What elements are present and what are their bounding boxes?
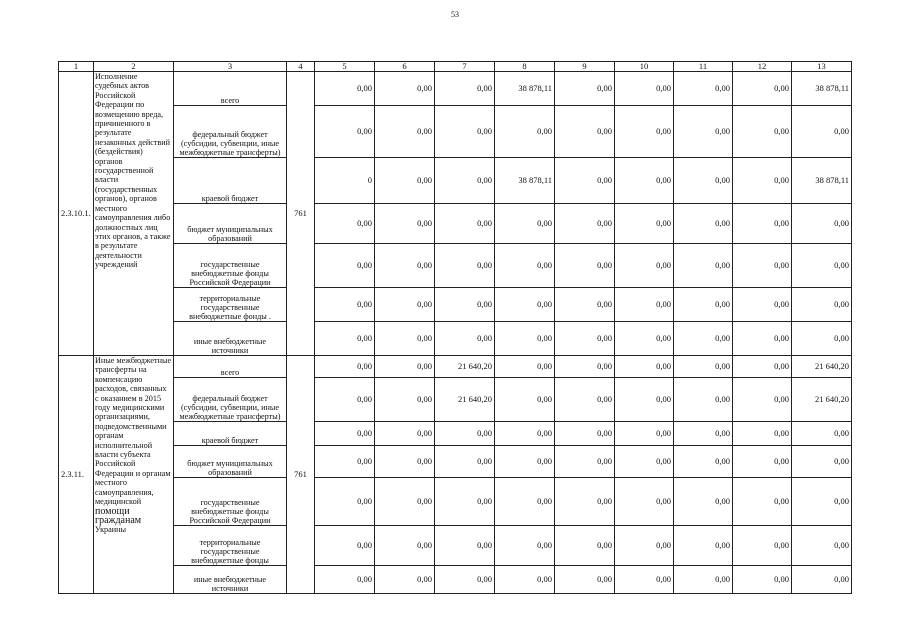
funding-source: территориальные государственные внебюджетные фонды . [174,288,287,322]
amount-cell: 0,00 [615,322,674,356]
amount-cell: 0,00 [375,446,435,478]
amount-cell: 0,00 [674,106,733,158]
amount-cell: 0,00 [674,322,733,356]
amount-cell: 0,00 [733,106,792,158]
amount-cell: 0,00 [315,72,375,106]
amount-cell: 0,00 [375,106,435,158]
amount-cell: 0,00 [555,158,615,204]
amount-cell: 0,00 [495,204,555,244]
amount-cell: 0,00 [733,322,792,356]
funding-source: всего [174,72,287,106]
agency-code: 761 [287,72,315,356]
amount-cell: 0,00 [555,478,615,526]
amount-cell: 0,00 [733,244,792,288]
amount-cell: 0,00 [555,566,615,594]
header-row [59,62,852,72]
amount-cell: 0,00 [375,526,435,566]
amount-cell: 0,00 [555,422,615,446]
amount-cell: 0,00 [615,288,674,322]
col-header: 3 [174,62,287,72]
table-row [59,158,852,204]
table-row [59,106,852,158]
amount-cell: 0,00 [792,526,852,566]
amount-cell: 0,00 [495,526,555,566]
col-header: 4 [287,62,315,72]
table-row [59,72,852,106]
amount-cell: 0,00 [435,72,495,106]
section-name [94,72,174,356]
table-row [59,244,852,288]
amount-cell: 0,00 [733,478,792,526]
amount-cell: 0,00 [375,566,435,594]
amount-cell: 0,00 [495,288,555,322]
amount-cell: 0,00 [495,478,555,526]
amount-cell: 0,00 [674,422,733,446]
amount-cell: 38 878,11 [792,158,852,204]
section-name-text: Исполнение судебных актов Российской Федерации по возмещению вреда, причиненного в результате незаконных действий (бездействия) органов государственной власти (государственных органов), органов местного самоуправления либо должностных лиц этих органов, а также в результате деятельности учреждений [95,72,171,270]
table-row [59,422,852,446]
amount-cell: 0,00 [674,288,733,322]
amount-cell: 0,00 [615,566,674,594]
amount-cell: 0,00 [615,356,674,378]
amount-cell: 0,00 [495,566,555,594]
col-header: 7 [435,62,495,72]
amount-cell: 0,00 [615,72,674,106]
amount-cell: 0,00 [733,158,792,204]
amount-cell: 0,00 [315,288,375,322]
amount-cell: 0,00 [375,158,435,204]
table-row [59,478,852,526]
amount-cell: 0,00 [792,446,852,478]
budget-table [58,61,852,594]
amount-cell: 0,00 [792,322,852,356]
amount-cell: 0,00 [315,322,375,356]
amount-cell: 0,00 [674,72,733,106]
amount-cell: 0,00 [315,356,375,378]
col-header: 2 [94,62,174,72]
amount-cell: 0,00 [375,204,435,244]
amount-cell: 0,00 [674,478,733,526]
col-header: 5 [315,62,375,72]
amount-cell: 0,00 [674,526,733,566]
section-name [94,356,174,594]
amount-cell: 0,00 [435,422,495,446]
amount-cell: 0 [315,158,375,204]
amount-cell: 0,00 [674,566,733,594]
amount-cell: 0,00 [315,446,375,478]
amount-cell: 0,00 [315,526,375,566]
amount-cell: 0,00 [435,158,495,204]
col-header: 1 [59,62,94,72]
amount-cell: 0,00 [435,204,495,244]
amount-cell: 0,00 [435,478,495,526]
amount-cell: 0,00 [615,478,674,526]
col-header: 9 [555,62,615,72]
amount-cell: 0,00 [733,446,792,478]
amount-cell: 0,00 [674,158,733,204]
amount-cell: 38 878,11 [495,158,555,204]
table-row [59,288,852,322]
col-header: 12 [733,62,792,72]
amount-cell: 0,00 [495,446,555,478]
amount-cell: 21 640,20 [792,378,852,422]
amount-cell: 0,00 [615,446,674,478]
amount-cell: 0,00 [674,356,733,378]
amount-cell: 0,00 [733,526,792,566]
funding-source: государственные внебюджетные фонды Российской Федерации [174,478,287,526]
col-header: 8 [495,62,555,72]
amount-cell: 0,00 [555,322,615,356]
col-header: 6 [375,62,435,72]
amount-cell: 0,00 [555,106,615,158]
amount-cell: 0,00 [792,204,852,244]
amount-cell: 0,00 [375,356,435,378]
section-name-tail: помощи гражданам [95,505,142,526]
amount-cell: 0,00 [792,566,852,594]
amount-cell: 0,00 [555,378,615,422]
amount-cell: 0,00 [495,244,555,288]
funding-source: территориальные государственные внебюджетные фонды [174,526,287,566]
amount-cell: 0,00 [792,478,852,526]
amount-cell: 0,00 [555,204,615,244]
page-number: 53 [451,10,459,19]
amount-cell: 0,00 [435,244,495,288]
amount-cell: 0,00 [375,288,435,322]
amount-cell: 0,00 [375,378,435,422]
table-row [59,526,852,566]
amount-cell: 0,00 [315,378,375,422]
amount-cell: 0,00 [792,288,852,322]
amount-cell: 0,00 [674,244,733,288]
amount-cell: 0,00 [315,566,375,594]
funding-source: иные внебюджетные источники [174,566,287,594]
amount-cell: 38 878,11 [792,72,852,106]
funding-source: бюджет муниципальных образований [174,446,287,478]
amount-cell: 0,00 [733,356,792,378]
amount-cell: 0,00 [615,106,674,158]
amount-cell: 0,00 [555,446,615,478]
amount-cell: 0,00 [315,478,375,526]
funding-source: бюджет муниципальных образований [174,204,287,244]
amount-cell: 0,00 [495,378,555,422]
amount-cell: 0,00 [615,244,674,288]
amount-cell: 0,00 [495,422,555,446]
amount-cell: 0,00 [555,288,615,322]
amount-cell: 0,00 [615,204,674,244]
funding-source: краевой бюджет [174,422,287,446]
funding-source: иные внебюджетные источники [174,322,287,356]
amount-cell: 0,00 [375,244,435,288]
table-row [59,566,852,594]
amount-cell: 0,00 [792,244,852,288]
amount-cell: 0,00 [435,566,495,594]
funding-source: государственные внебюджетные фонды Российской Федерации [174,244,287,288]
table-row [59,204,852,244]
amount-cell: 0,00 [375,72,435,106]
amount-cell: 21 640,20 [792,356,852,378]
amount-cell: 0,00 [733,566,792,594]
amount-cell: 0,00 [435,106,495,158]
amount-cell: 0,00 [615,422,674,446]
amount-cell: 0,00 [435,288,495,322]
funding-source: краевой бюджет [174,158,287,204]
amount-cell: 0,00 [375,422,435,446]
table-row [59,356,852,378]
amount-cell: 0,00 [555,244,615,288]
amount-cell: 0,00 [495,356,555,378]
amount-cell: 0,00 [733,422,792,446]
table-row [59,322,852,356]
amount-cell: 0,00 [674,446,733,478]
amount-cell: 0,00 [615,526,674,566]
col-header: 13 [792,62,852,72]
amount-cell: 38 878,11 [495,72,555,106]
funding-source: всего [174,356,287,378]
amount-cell: 0,00 [733,72,792,106]
amount-cell: 0,00 [555,356,615,378]
amount-cell: 0,00 [733,378,792,422]
amount-cell: 0,00 [495,322,555,356]
section-code: 2.3.11. [59,356,94,594]
funding-source: федеральный бюджет (субсидии, субвенции, иные межбюджетные трансферты) [174,378,287,422]
amount-cell: 21 640,20 [435,378,495,422]
agency-code: 761 [287,356,315,594]
section-name-text: Иные межбюджетные трансферты на компенсацию расходов, связанных с оказанием в 2015 году медицинскими организациями, подведомственными органам исполнительной власти субъекта Российской Федерации и органам местного самоуправления, медицинской [95,356,172,507]
amount-cell: 0,00 [615,158,674,204]
amount-cell: 0,00 [315,204,375,244]
amount-cell: 0,00 [435,526,495,566]
amount-cell: 0,00 [792,422,852,446]
amount-cell: 0,00 [733,204,792,244]
amount-cell: 0,00 [315,422,375,446]
amount-cell: 0,00 [555,72,615,106]
funding-source: федеральный бюджет (субсидии, субвенции, иные межбюджетные трансферты) [174,106,287,158]
table-row [59,446,852,478]
section-code: 2.3.10.1. [59,72,94,356]
amount-cell: 21 640,20 [435,356,495,378]
amount-cell: 0,00 [315,106,375,158]
amount-cell: 0,00 [435,446,495,478]
col-header: 11 [674,62,733,72]
table-row [59,378,852,422]
amount-cell: 0,00 [674,378,733,422]
col-header: 10 [615,62,674,72]
section-name-end: Украины [95,525,127,535]
amount-cell: 0,00 [315,244,375,288]
amount-cell: 0,00 [555,526,615,566]
amount-cell: 0,00 [792,106,852,158]
amount-cell: 0,00 [375,478,435,526]
amount-cell: 0,00 [674,204,733,244]
amount-cell: 0,00 [435,322,495,356]
amount-cell: 0,00 [615,378,674,422]
amount-cell: 0,00 [733,288,792,322]
amount-cell: 0,00 [375,322,435,356]
amount-cell: 0,00 [495,106,555,158]
